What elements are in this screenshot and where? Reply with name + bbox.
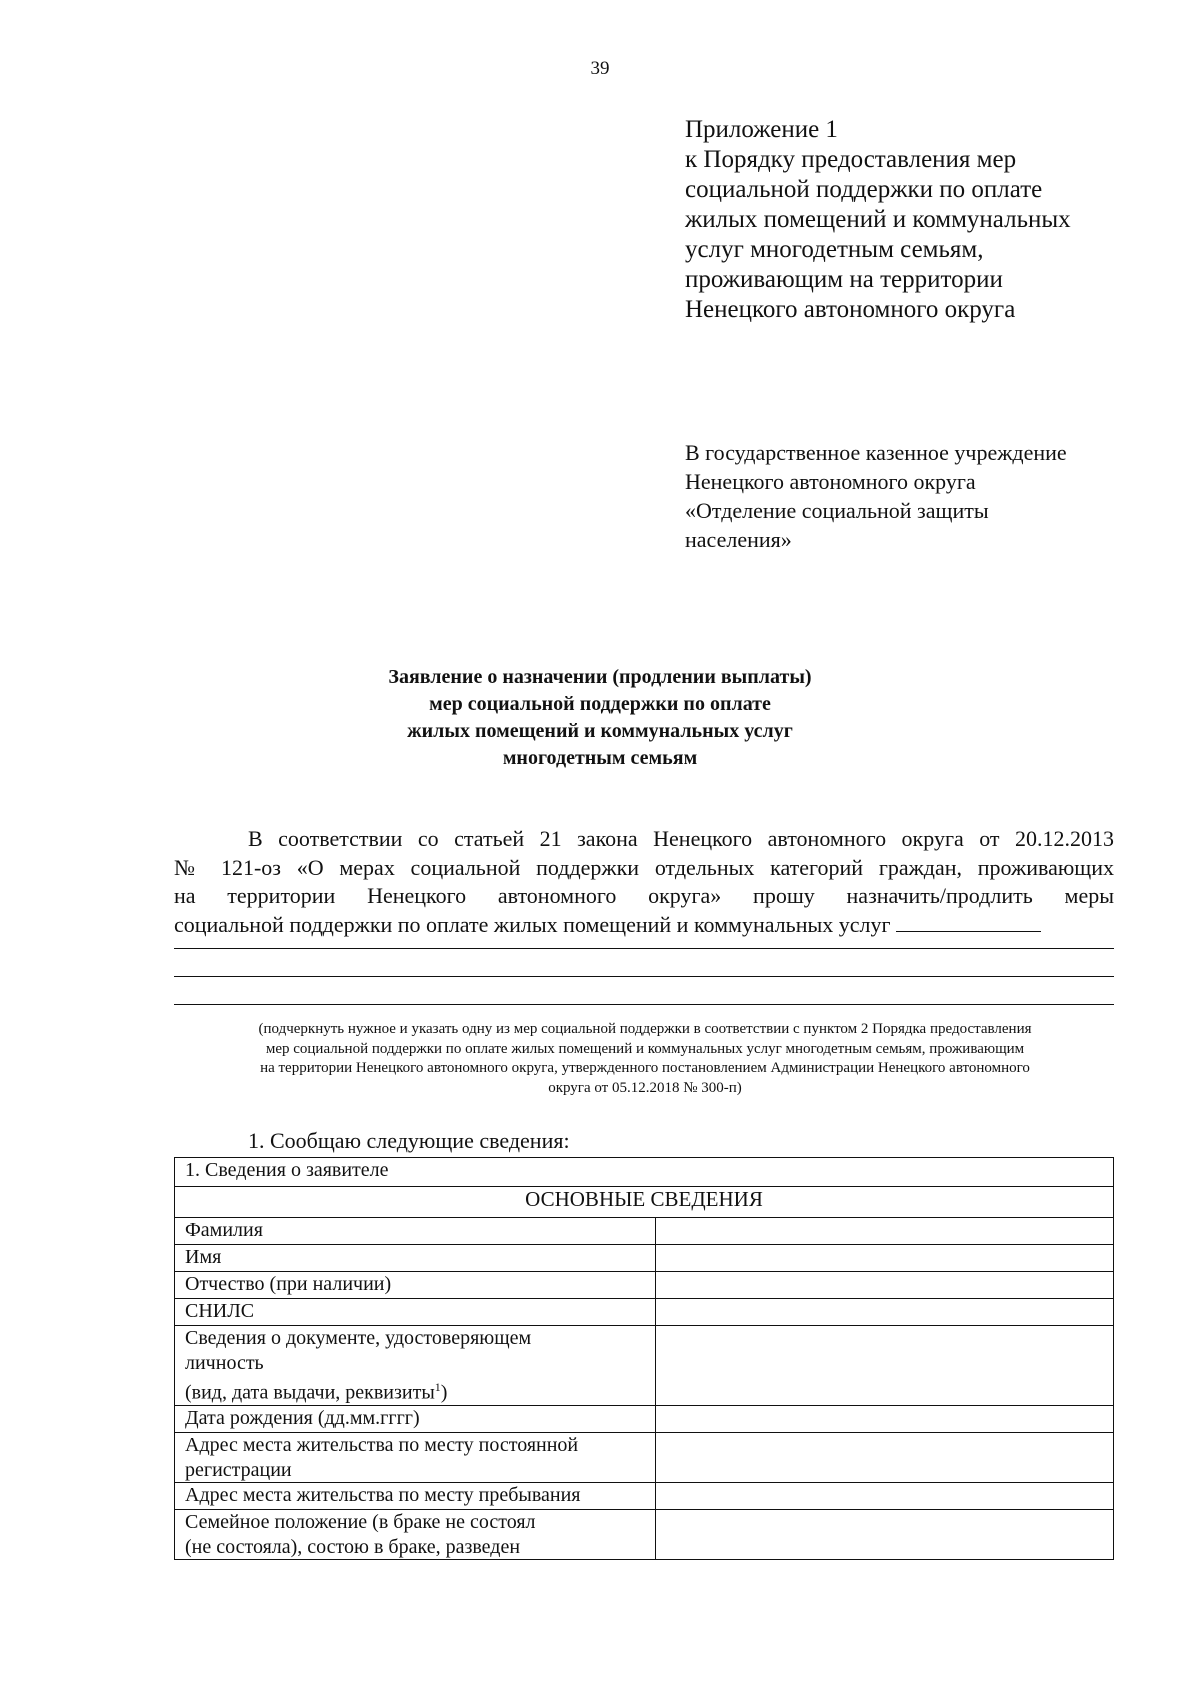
application-body [174, 825, 1114, 939]
addressee-block [685, 438, 1067, 554]
body-line: № 121-оз «О мерах социальной поддержки отдельных категорий граждан, проживающих [174, 854, 1114, 880]
field-value-patronymic[interactable] [656, 1272, 1114, 1299]
table-row [175, 1299, 1114, 1326]
table-row [175, 1326, 1114, 1406]
id-doc-line: Сведения о документе, удостоверяющем [185, 1327, 532, 1349]
annex-header [685, 115, 1071, 325]
note-line: округа от 05.12.2018 № 300-п) [548, 1079, 742, 1096]
addressee-line: населения» [685, 527, 792, 552]
addressee-line: В государственное казенное учреждение [685, 440, 1067, 465]
annex-line: жилых помещений и коммунальных [685, 206, 1071, 233]
field-label-stay-address: Адрес места жительства по месту пребывания [175, 1483, 656, 1510]
table-row [175, 1218, 1114, 1245]
field-value-registration-address[interactable] [656, 1433, 1114, 1483]
fill-line[interactable] [174, 976, 1114, 977]
table-row [175, 1510, 1114, 1560]
note-line: мер социальной поддержки по оплате жилых помещений и коммунальных услуг многодетным семьям, проживающим [265, 1040, 1025, 1057]
table-row [175, 1483, 1114, 1510]
field-label-birth-date: Дата рождения (дд.мм.гггг) [175, 1406, 656, 1433]
annex-line: Ненецкого автономного округа [685, 296, 1016, 323]
reg-address-line: регистрации [185, 1458, 292, 1481]
applicant-info-table [174, 1157, 1114, 1560]
table-section-label: 1. Сведения о заявителе [175, 1158, 1114, 1187]
table-row [175, 1272, 1114, 1299]
field-value-surname[interactable] [656, 1218, 1114, 1245]
annex-line: услуг многодетным семьям, [685, 236, 984, 263]
annex-line: Приложение 1 [685, 116, 838, 143]
field-value-stay-address[interactable] [656, 1483, 1114, 1510]
addressee-line: «Отделение социальной защиты [685, 498, 989, 523]
addressee-line: Ненецкого автономного округа [685, 469, 976, 494]
fill-line[interactable] [174, 948, 1114, 949]
title-line: многодетным семьям [502, 747, 698, 769]
instruction-note [170, 1020, 1120, 1098]
page-number: 39 [590, 58, 610, 79]
body-line-with-blank [174, 911, 1114, 940]
id-doc-close: ) [440, 1381, 448, 1404]
field-label-name: Имя [175, 1245, 656, 1272]
footnote-mark: 1 [434, 1380, 441, 1394]
field-label-surname: Фамилия [175, 1218, 656, 1245]
section-intro: 1. Сообщаю следующие сведения: [248, 1128, 570, 1153]
field-value-birth-date[interactable] [656, 1406, 1114, 1433]
field-value-marital-status[interactable] [656, 1510, 1114, 1560]
id-doc-line: личность [185, 1351, 264, 1374]
note-line: (подчеркнуть нужное и указать одну из мер социальной поддержки в соответствии с пунктом 2 Порядка предоставления [258, 1021, 1032, 1037]
annex-line: социальной поддержки по оплате [685, 176, 1043, 203]
annex-line: к Порядку предоставления мер [685, 146, 1017, 173]
marital-line: Семейное положение (в браке не состоял [185, 1511, 536, 1534]
field-label-patronymic: Отчество (при наличии) [175, 1272, 656, 1299]
title-line: Заявление о назначении (продлении выплаты) [388, 666, 812, 688]
document-title [0, 664, 1200, 772]
body-line: В соответствии со статьей 21 закона Ненецкого автономного округа от 20.12.2013 [248, 826, 1114, 851]
field-value-id-document[interactable] [656, 1326, 1114, 1406]
field-label-marital-status [175, 1510, 656, 1560]
reg-address-line: Адрес места жительства по месту постоянной [185, 1434, 579, 1457]
field-label-registration-address [175, 1433, 656, 1483]
fill-line[interactable] [174, 1004, 1114, 1005]
marital-line: (не состояла), состою в браке, разведен [185, 1535, 521, 1558]
field-label-snils: СНИЛС [175, 1299, 656, 1326]
table-row [175, 1245, 1114, 1272]
body-line: на территории Ненецкого автономного округа» прошу назначить/продлить меры [174, 883, 1114, 908]
body-line-text: социальной поддержки по оплате жилых помещений и коммунальных услуг [174, 911, 891, 937]
measure-fill-blank[interactable] [896, 911, 1041, 932]
id-doc-text: (вид, дата выдачи, реквизиты [185, 1381, 435, 1404]
field-label-id-document [175, 1326, 656, 1406]
note-line: на территории Ненецкого автономного округа, утвержденного постановлением Администрации Ненецкого автономного [260, 1060, 1030, 1076]
table-row [175, 1433, 1114, 1483]
table-header: ОСНОВНЫЕ СВЕДЕНИЯ [175, 1187, 1114, 1218]
annex-line: проживающим на территории [685, 266, 1003, 293]
title-line: мер социальной поддержки по оплате [429, 693, 771, 715]
table-row [175, 1406, 1114, 1433]
field-value-snils[interactable] [656, 1299, 1114, 1326]
id-doc-line [185, 1375, 645, 1405]
field-value-name[interactable] [656, 1245, 1114, 1272]
title-line: жилых помещений и коммунальных услуг [407, 720, 793, 742]
